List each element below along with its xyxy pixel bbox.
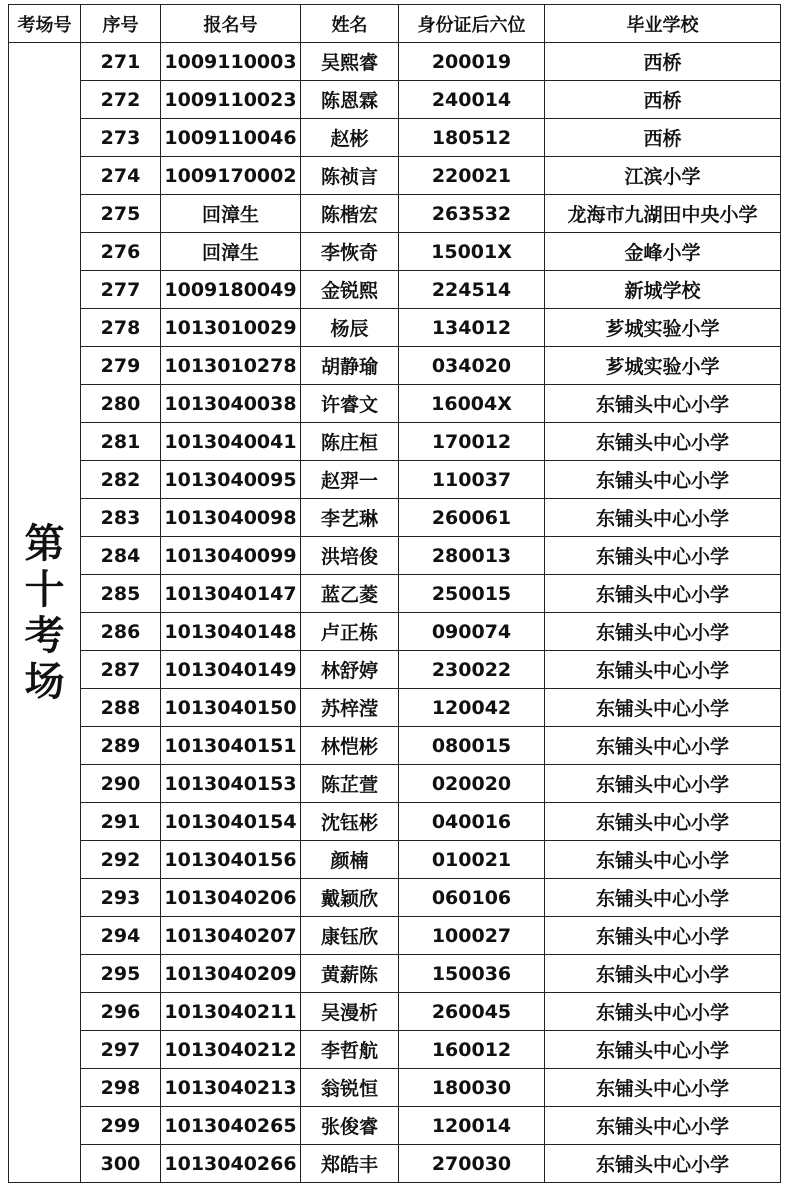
table-row <box>9 157 781 195</box>
seq-cell: 293 <box>81 879 161 917</box>
seq-cell: 275 <box>81 195 161 233</box>
name-cell: 洪培俊 <box>301 537 399 575</box>
seq-cell: 283 <box>81 499 161 537</box>
reg-cell: 1013040207 <box>161 917 301 955</box>
seq-cell: 295 <box>81 955 161 993</box>
table-row <box>9 309 781 347</box>
id6-cell: 260045 <box>399 993 545 1031</box>
header-row <box>9 5 781 43</box>
seq-cell: 277 <box>81 271 161 309</box>
id6-cell: 15001X <box>399 233 545 271</box>
reg-cell: 1013040149 <box>161 651 301 689</box>
school-cell: 东铺头中心小学 <box>545 537 781 575</box>
id6-cell: 060106 <box>399 879 545 917</box>
school-cell: 东铺头中心小学 <box>545 841 781 879</box>
header-seq: 序号 <box>81 5 161 43</box>
id6-cell: 020020 <box>399 765 545 803</box>
school-cell: 东铺头中心小学 <box>545 1069 781 1107</box>
header-school: 毕业学校 <box>545 5 781 43</box>
seq-cell: 286 <box>81 613 161 651</box>
reg-cell: 1013040151 <box>161 727 301 765</box>
seq-cell: 288 <box>81 689 161 727</box>
reg-cell: 1013040211 <box>161 993 301 1031</box>
seq-cell: 289 <box>81 727 161 765</box>
name-cell: 林舒婷 <box>301 651 399 689</box>
exam-room-cell <box>9 43 81 1183</box>
seq-cell: 280 <box>81 385 161 423</box>
school-cell: 东铺头中心小学 <box>545 575 781 613</box>
school-cell: 东铺头中心小学 <box>545 651 781 689</box>
table-row <box>9 765 781 803</box>
name-cell: 苏梓滢 <box>301 689 399 727</box>
name-cell: 陈祯言 <box>301 157 399 195</box>
table-row <box>9 993 781 1031</box>
name-cell: 许睿文 <box>301 385 399 423</box>
table-row <box>9 955 781 993</box>
name-cell: 陈恩霖 <box>301 81 399 119</box>
header-name: 姓名 <box>301 5 399 43</box>
reg-cell: 1013010278 <box>161 347 301 385</box>
school-cell: 江滨小学 <box>545 157 781 195</box>
name-cell: 郑皓丰 <box>301 1145 399 1183</box>
id6-cell: 240014 <box>399 81 545 119</box>
table-row <box>9 461 781 499</box>
id6-cell: 230022 <box>399 651 545 689</box>
seq-cell: 276 <box>81 233 161 271</box>
reg-cell: 回漳生 <box>161 233 301 271</box>
school-cell: 东铺头中心小学 <box>545 765 781 803</box>
id6-cell: 280013 <box>399 537 545 575</box>
table-row <box>9 841 781 879</box>
name-cell: 颜楠 <box>301 841 399 879</box>
name-cell: 吴熙睿 <box>301 43 399 81</box>
id6-cell: 250015 <box>399 575 545 613</box>
seq-cell: 291 <box>81 803 161 841</box>
name-cell: 陈楷宏 <box>301 195 399 233</box>
id6-cell: 080015 <box>399 727 545 765</box>
seq-cell: 274 <box>81 157 161 195</box>
seq-cell: 279 <box>81 347 161 385</box>
reg-cell: 1013040041 <box>161 423 301 461</box>
table-row <box>9 613 781 651</box>
table-row <box>9 537 781 575</box>
seq-cell: 281 <box>81 423 161 461</box>
table-row <box>9 575 781 613</box>
exam-seating-table <box>8 4 781 1183</box>
id6-cell: 090074 <box>399 613 545 651</box>
reg-cell: 1013010029 <box>161 309 301 347</box>
seq-cell: 271 <box>81 43 161 81</box>
table-row <box>9 43 781 81</box>
reg-cell: 1013040154 <box>161 803 301 841</box>
name-cell: 卢正栋 <box>301 613 399 651</box>
name-cell: 金锐熙 <box>301 271 399 309</box>
id6-cell: 040016 <box>399 803 545 841</box>
table-row <box>9 1107 781 1145</box>
table-row <box>9 879 781 917</box>
seq-cell: 285 <box>81 575 161 613</box>
name-cell: 胡静瑜 <box>301 347 399 385</box>
name-cell: 翁锐恒 <box>301 1069 399 1107</box>
school-cell: 东铺头中心小学 <box>545 1145 781 1183</box>
school-cell: 东铺头中心小学 <box>545 1107 781 1145</box>
name-cell: 张俊睿 <box>301 1107 399 1145</box>
table-row <box>9 1145 781 1183</box>
reg-cell: 回漳生 <box>161 195 301 233</box>
school-cell: 东铺头中心小学 <box>545 499 781 537</box>
school-cell: 龙海市九湖田中央小学 <box>545 195 781 233</box>
table-row <box>9 347 781 385</box>
header-id6: 身份证后六位 <box>399 5 545 43</box>
name-cell: 蓝乙菱 <box>301 575 399 613</box>
seq-cell: 272 <box>81 81 161 119</box>
reg-cell: 1013040156 <box>161 841 301 879</box>
header-room: 考场号 <box>9 5 81 43</box>
id6-cell: 160012 <box>399 1031 545 1069</box>
id6-cell: 200019 <box>399 43 545 81</box>
seq-cell: 287 <box>81 651 161 689</box>
id6-cell: 180512 <box>399 119 545 157</box>
name-cell: 吴漫析 <box>301 993 399 1031</box>
id6-cell: 010021 <box>399 841 545 879</box>
name-cell: 林恺彬 <box>301 727 399 765</box>
table-row <box>9 385 781 423</box>
reg-cell: 1013040265 <box>161 1107 301 1145</box>
reg-cell: 1013040099 <box>161 537 301 575</box>
seq-cell: 297 <box>81 1031 161 1069</box>
school-cell: 芗城实验小学 <box>545 347 781 385</box>
school-cell: 东铺头中心小学 <box>545 917 781 955</box>
table-row <box>9 233 781 271</box>
table-row <box>9 727 781 765</box>
seq-cell: 300 <box>81 1145 161 1183</box>
id6-cell: 170012 <box>399 423 545 461</box>
table-row <box>9 1031 781 1069</box>
table-row <box>9 81 781 119</box>
seq-cell: 294 <box>81 917 161 955</box>
reg-cell: 1009110023 <box>161 81 301 119</box>
name-cell: 李恢奇 <box>301 233 399 271</box>
id6-cell: 134012 <box>399 309 545 347</box>
id6-cell: 120014 <box>399 1107 545 1145</box>
name-cell: 赵彬 <box>301 119 399 157</box>
seq-cell: 296 <box>81 993 161 1031</box>
reg-cell: 1013040038 <box>161 385 301 423</box>
name-cell: 李哲航 <box>301 1031 399 1069</box>
id6-cell: 100027 <box>399 917 545 955</box>
table-row <box>9 689 781 727</box>
table-row <box>9 917 781 955</box>
school-cell: 东铺头中心小学 <box>545 993 781 1031</box>
seq-cell: 278 <box>81 309 161 347</box>
school-cell: 东铺头中心小学 <box>545 613 781 651</box>
seq-cell: 284 <box>81 537 161 575</box>
school-cell: 西桥 <box>545 119 781 157</box>
school-cell: 东铺头中心小学 <box>545 423 781 461</box>
school-cell: 新城学校 <box>545 271 781 309</box>
reg-cell: 1013040266 <box>161 1145 301 1183</box>
seq-cell: 290 <box>81 765 161 803</box>
id6-cell: 260061 <box>399 499 545 537</box>
id6-cell: 034020 <box>399 347 545 385</box>
school-cell: 东铺头中心小学 <box>545 689 781 727</box>
school-cell: 芗城实验小学 <box>545 309 781 347</box>
name-cell: 沈钰彬 <box>301 803 399 841</box>
school-cell: 东铺头中心小学 <box>545 385 781 423</box>
reg-cell: 1009180049 <box>161 271 301 309</box>
table-row <box>9 423 781 461</box>
school-cell: 东铺头中心小学 <box>545 955 781 993</box>
table-row <box>9 803 781 841</box>
reg-cell: 1013040150 <box>161 689 301 727</box>
reg-cell: 1009110003 <box>161 43 301 81</box>
seq-cell: 273 <box>81 119 161 157</box>
table-row <box>9 651 781 689</box>
name-cell: 戴颖欣 <box>301 879 399 917</box>
id6-cell: 270030 <box>399 1145 545 1183</box>
school-cell: 东铺头中心小学 <box>545 727 781 765</box>
school-cell: 东铺头中心小学 <box>545 803 781 841</box>
name-cell: 陈庄桓 <box>301 423 399 461</box>
table-row <box>9 499 781 537</box>
reg-cell: 1013040148 <box>161 613 301 651</box>
header-reg: 报名号 <box>161 5 301 43</box>
reg-cell: 1009110046 <box>161 119 301 157</box>
reg-cell: 1013040213 <box>161 1069 301 1107</box>
id6-cell: 110037 <box>399 461 545 499</box>
school-cell: 西桥 <box>545 43 781 81</box>
table-row <box>9 195 781 233</box>
exam-room-label: 第十考场 <box>24 520 65 705</box>
table-row <box>9 1069 781 1107</box>
name-cell: 陈芷萱 <box>301 765 399 803</box>
id6-cell: 224514 <box>399 271 545 309</box>
table-row <box>9 271 781 309</box>
name-cell: 李艺琳 <box>301 499 399 537</box>
school-cell: 东铺头中心小学 <box>545 461 781 499</box>
seq-cell: 282 <box>81 461 161 499</box>
reg-cell: 1013040209 <box>161 955 301 993</box>
reg-cell: 1013040098 <box>161 499 301 537</box>
name-cell: 杨辰 <box>301 309 399 347</box>
school-cell: 西桥 <box>545 81 781 119</box>
id6-cell: 16004X <box>399 385 545 423</box>
reg-cell: 1013040212 <box>161 1031 301 1069</box>
school-cell: 东铺头中心小学 <box>545 879 781 917</box>
id6-cell: 180030 <box>399 1069 545 1107</box>
name-cell: 康钰欣 <box>301 917 399 955</box>
id6-cell: 220021 <box>399 157 545 195</box>
id6-cell: 263532 <box>399 195 545 233</box>
reg-cell: 1009170002 <box>161 157 301 195</box>
id6-cell: 120042 <box>399 689 545 727</box>
reg-cell: 1013040206 <box>161 879 301 917</box>
school-cell: 金峰小学 <box>545 233 781 271</box>
seq-cell: 299 <box>81 1107 161 1145</box>
name-cell: 赵羿一 <box>301 461 399 499</box>
name-cell: 黄薪陈 <box>301 955 399 993</box>
seq-cell: 292 <box>81 841 161 879</box>
reg-cell: 1013040153 <box>161 765 301 803</box>
id6-cell: 150036 <box>399 955 545 993</box>
table-row <box>9 119 781 157</box>
school-cell: 东铺头中心小学 <box>545 1031 781 1069</box>
reg-cell: 1013040147 <box>161 575 301 613</box>
seq-cell: 298 <box>81 1069 161 1107</box>
reg-cell: 1013040095 <box>161 461 301 499</box>
